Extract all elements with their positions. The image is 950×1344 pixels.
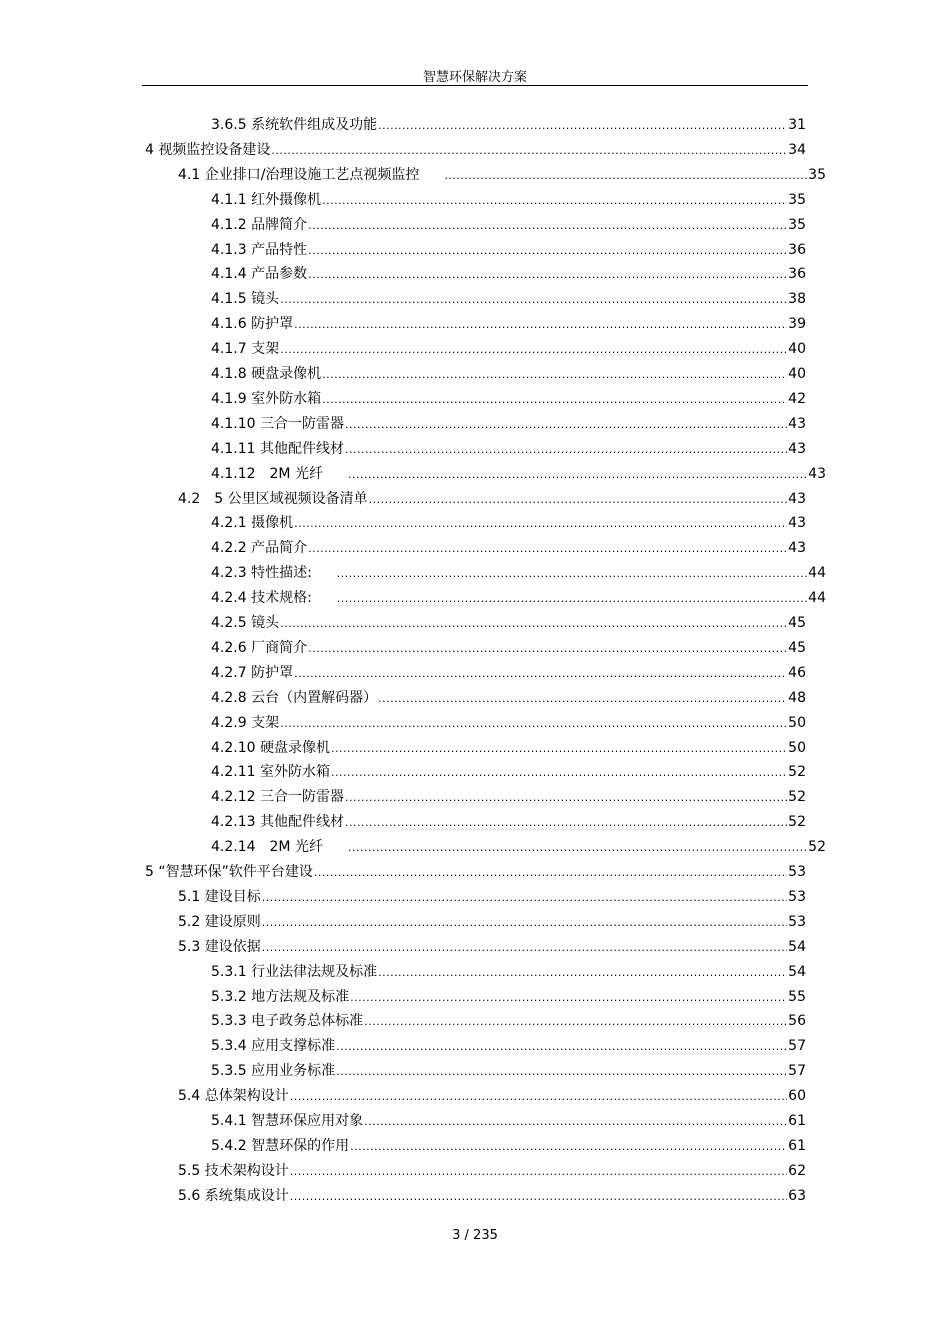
toc-entry-label: 5.3.4 应用支撑标准	[211, 1038, 336, 1055]
toc-entry-label: 4.2.8 云台（内置解码器）	[211, 689, 378, 706]
toc-entry-page-number: 38	[788, 291, 806, 308]
toc-entry-page-number: 57	[788, 1038, 806, 1055]
toc-entry-page-number: 56	[788, 1013, 806, 1030]
toc-leader-dots	[378, 689, 787, 709]
toc-entry-page-number: 62	[788, 1162, 806, 1179]
toc-leader-dots	[350, 988, 787, 1008]
toc-entry-label: 4.2.11 室外防水箱	[211, 764, 330, 781]
toc-leader-dots	[308, 216, 787, 236]
toc-entry-label: 4.1.12 2M 光纤	[211, 465, 323, 482]
toc-entry[interactable]	[211, 1061, 806, 1081]
toc-entry-page-number: 48	[788, 689, 806, 706]
toc-leader-dots	[294, 664, 787, 684]
toc-entry-label: 5.3.3 电子政务总体标准	[211, 1013, 364, 1030]
toc-leader-dots	[322, 191, 787, 211]
toc-entry-label: 4.2 5 公里区域视频设备清单	[178, 490, 368, 507]
toc-entry[interactable]	[211, 962, 806, 982]
toc-leader-dots	[444, 166, 807, 186]
toc-leader-dots	[345, 415, 787, 435]
toc-entry-label: 5.5 技术架构设计	[178, 1162, 289, 1179]
toc-leader-dots	[350, 1137, 787, 1157]
toc-leader-dots	[336, 1062, 787, 1082]
toc-entry-page-number: 43	[808, 465, 826, 482]
toc-entry-label: 4 视频监控设备建设	[145, 141, 271, 158]
toc-entry-page-number: 52	[788, 789, 806, 806]
toc-entry-page-number: 53	[788, 913, 806, 930]
toc-leader-dots	[337, 589, 807, 609]
toc-entry[interactable]	[211, 638, 806, 658]
toc-leader-dots	[369, 490, 788, 510]
toc-entry-page-number: 63	[788, 1187, 806, 1204]
toc-leader-dots	[308, 241, 787, 261]
toc-entry[interactable]	[178, 887, 806, 907]
toc-entry[interactable]	[211, 688, 806, 708]
toc-entry-label: 4.2.7 防护罩	[211, 664, 294, 681]
toc-entry-page-number: 50	[788, 739, 806, 756]
toc-leader-dots	[290, 1087, 787, 1107]
toc-entry-page-number: 40	[788, 341, 806, 358]
toc-entry[interactable]	[211, 1011, 806, 1031]
toc-entry[interactable]	[178, 1186, 806, 1206]
toc-entry[interactable]	[211, 663, 806, 683]
toc-entry-label: 4.2.4 技术规格:	[211, 590, 312, 607]
toc-entry-label: 4.1.3 产品特性	[211, 241, 308, 258]
toc-entry-label: 5.3 建设依据	[178, 938, 261, 955]
toc-entry-label: 5.4 总体架构设计	[178, 1088, 289, 1105]
toc-entry[interactable]	[211, 762, 806, 782]
toc-entry[interactable]	[211, 563, 826, 583]
toc-entry-label: 5.4.2 智慧环保的作用	[211, 1137, 350, 1154]
toc-entry-label: 5.3.1 行业法律法规及标准	[211, 963, 378, 980]
toc-entry-label: 5.6 系统集成设计	[178, 1187, 289, 1204]
toc-leader-dots	[345, 440, 787, 460]
toc-entry-label: 4.1.1 红外摄像机	[211, 191, 322, 208]
toc-entry-label: 4.1.4 产品参数	[211, 266, 308, 283]
toc-entry[interactable]	[178, 1161, 806, 1181]
toc-entry-label: 4.2.1 摄像机	[211, 515, 294, 532]
toc-entry-label: 5.3.5 应用业务标准	[211, 1063, 336, 1080]
toc-leader-dots	[331, 739, 787, 759]
toc-leader-dots	[308, 539, 787, 559]
toc-entry-page-number: 40	[788, 366, 806, 382]
toc-entry-label: 3.6.5 系统软件组成及功能	[211, 117, 378, 133]
toc-leader-dots	[271, 141, 787, 161]
toc-entry-label: 4.2.13 其他配件线材	[211, 814, 344, 831]
toc-entry-page-number: 53	[788, 888, 806, 905]
toc-entry-label: 4.2.5 镜头	[211, 615, 280, 631]
toc-leader-dots	[262, 888, 787, 908]
toc-entry[interactable]	[211, 289, 806, 309]
toc-entry[interactable]	[211, 787, 806, 807]
toc-leader-dots	[331, 763, 787, 783]
toc-leader-dots	[322, 365, 787, 385]
toc-entry-page-number: 55	[788, 988, 806, 1005]
toc-entry-page-number: 44	[808, 565, 826, 582]
toc-leader-dots	[314, 863, 787, 883]
toc-entry-label: 4.2.2 产品简介	[211, 540, 308, 557]
toc-entry-page-number: 61	[788, 1113, 806, 1129]
toc-leader-dots	[308, 265, 787, 285]
toc-entry[interactable]	[211, 1036, 806, 1056]
toc-entry-label: 4.1.11 其他配件线材	[211, 440, 344, 457]
toc-entry-page-number: 43	[788, 540, 806, 557]
toc-entry[interactable]	[211, 339, 806, 359]
toc-leader-dots	[308, 639, 787, 659]
toc-entry-page-number: 53	[788, 864, 806, 880]
toc-entry-label: 5 “智慧环保”软件平台建设	[145, 864, 313, 880]
toc-entry-label: 4.1.5 镜头	[211, 291, 280, 308]
toc-leader-dots	[345, 788, 787, 808]
toc-entry-label: 4.1 企业排口/治理设施工艺点视频监控	[178, 166, 420, 183]
toc-leader-dots	[290, 1162, 787, 1182]
toc-entry[interactable]	[211, 713, 806, 733]
toc-entry-page-number: 54	[788, 938, 806, 955]
toc-entry-page-number: 43	[788, 440, 806, 457]
toc-entry-page-number: 43	[788, 415, 806, 432]
toc-entry[interactable]	[211, 987, 806, 1007]
toc-entry-label: 4.2.9 支架	[211, 714, 280, 731]
toc-leader-dots	[294, 315, 787, 335]
toc-entry-label: 4.2.6 厂商简介	[211, 639, 308, 656]
toc-entry[interactable]	[211, 464, 826, 484]
toc-entry-label: 4.1.2 品牌简介	[211, 216, 308, 233]
toc-entry[interactable]	[211, 738, 806, 758]
toc-entry-page-number: 52	[788, 814, 806, 831]
toc-leader-dots	[280, 714, 787, 734]
toc-leader-dots	[322, 390, 787, 410]
toc-entry[interactable]	[211, 240, 806, 260]
toc-entry-page-number: 34	[788, 141, 806, 158]
toc-entry-label: 4.1.6 防护罩	[211, 316, 294, 333]
toc-entry[interactable]	[211, 115, 806, 135]
toc-entry-label: 4.1.7 支架	[211, 341, 280, 358]
toc-leader-dots	[262, 938, 787, 958]
page-header-title: 智慧环保解决方案	[422, 70, 527, 85]
toc-entry[interactable]	[178, 912, 806, 932]
toc-entry-label: 4.2.12 三合一防雷器	[211, 789, 344, 806]
toc-entry-page-number: 43	[788, 490, 806, 507]
toc-entry-page-number: 36	[788, 266, 806, 283]
toc-leader-dots	[364, 1112, 787, 1132]
toc-entry-label: 5.4.1 智慧环保应用对象	[211, 1113, 364, 1129]
toc-entry[interactable]	[211, 439, 806, 459]
toc-entry[interactable]	[178, 165, 826, 185]
toc-entry[interactable]	[211, 264, 806, 284]
toc-entry-label: 4.2.10 硬盘录像机	[211, 739, 330, 756]
toc-entry-page-number: 45	[788, 615, 806, 631]
toc-entry-page-number: 35	[788, 191, 806, 208]
toc-entry[interactable]	[211, 389, 806, 409]
toc-entry[interactable]	[211, 538, 806, 558]
toc-entry-page-number: 35	[808, 166, 826, 183]
toc-leader-dots	[348, 838, 807, 858]
toc-entry-label: 5.1 建设目标	[178, 888, 261, 905]
toc-entry-page-number: 44	[808, 590, 826, 607]
toc-entry[interactable]	[178, 937, 806, 957]
toc-entry[interactable]	[178, 489, 806, 509]
toc-entry-label: 4.1.8 硬盘录像机	[211, 366, 322, 382]
toc-entry-page-number: 46	[788, 664, 806, 681]
toc-entry[interactable]	[211, 215, 806, 235]
toc-entry-label: 5.2 建设原则	[178, 913, 261, 930]
toc-entry-page-number: 61	[788, 1137, 806, 1154]
toc-entry-page-number: 60	[788, 1088, 806, 1105]
toc-leader-dots	[336, 1037, 787, 1057]
toc-leader-dots	[280, 290, 787, 310]
toc-entry-label: 5.3.2 地方法规及标准	[211, 988, 350, 1005]
toc-entry[interactable]	[211, 513, 806, 533]
toc-entry-label: 4.2.3 特性描述:	[211, 565, 312, 582]
toc-entry[interactable]	[211, 314, 806, 334]
toc-entry[interactable]	[211, 588, 826, 608]
toc-entry-label: 4.2.14 2M 光纤	[211, 839, 323, 856]
toc-entry-label: 4.1.9 室外防水箱	[211, 390, 322, 407]
toc-leader-dots	[280, 340, 787, 360]
toc-entry[interactable]	[211, 1136, 806, 1156]
page-footer	[0, 1228, 950, 1243]
toc-leader-dots	[290, 1187, 787, 1207]
toc-entry-page-number: 35	[788, 216, 806, 233]
toc-leader-dots	[348, 465, 807, 485]
toc-leader-dots	[262, 913, 787, 933]
toc-leader-dots	[378, 116, 787, 136]
toc-entry[interactable]	[211, 812, 806, 832]
toc-entry-page-number: 42	[788, 390, 806, 407]
header-divider	[142, 85, 808, 86]
toc-entry[interactable]	[178, 1086, 806, 1106]
toc-entry-page-number: 57	[788, 1063, 806, 1080]
toc-entry-page-number: 45	[788, 639, 806, 656]
toc-entry[interactable]	[211, 190, 806, 210]
toc-leader-dots	[280, 614, 787, 634]
toc-leader-dots	[378, 963, 787, 983]
toc-entry[interactable]	[145, 862, 806, 882]
toc-entry-page-number: 54	[788, 963, 806, 980]
toc-entry-page-number: 52	[808, 839, 826, 856]
toc-entry[interactable]	[211, 414, 806, 434]
toc-leader-dots	[294, 514, 787, 534]
current-page-number: 3	[452, 1228, 461, 1243]
page-separator: /	[460, 1228, 474, 1243]
toc-entry[interactable]	[211, 364, 806, 384]
toc-leader-dots	[345, 813, 787, 833]
toc-leader-dots	[337, 564, 807, 584]
toc-entry-page-number: 36	[788, 241, 806, 258]
toc-entry-page-number: 31	[788, 117, 806, 133]
toc-entry-page-number: 52	[788, 764, 806, 781]
toc-entry-page-number: 39	[788, 316, 806, 333]
total-page-count: 235	[473, 1228, 498, 1243]
toc-leader-dots	[364, 1012, 787, 1032]
toc-entry-page-number: 43	[788, 515, 806, 532]
toc-entry[interactable]	[145, 140, 806, 160]
toc-entry[interactable]	[211, 1111, 806, 1131]
toc-entry[interactable]	[211, 837, 826, 857]
toc-entry-label: 4.1.10 三合一防雷器	[211, 415, 344, 432]
toc-entry-page-number: 50	[788, 714, 806, 731]
toc-entry[interactable]	[211, 613, 806, 633]
